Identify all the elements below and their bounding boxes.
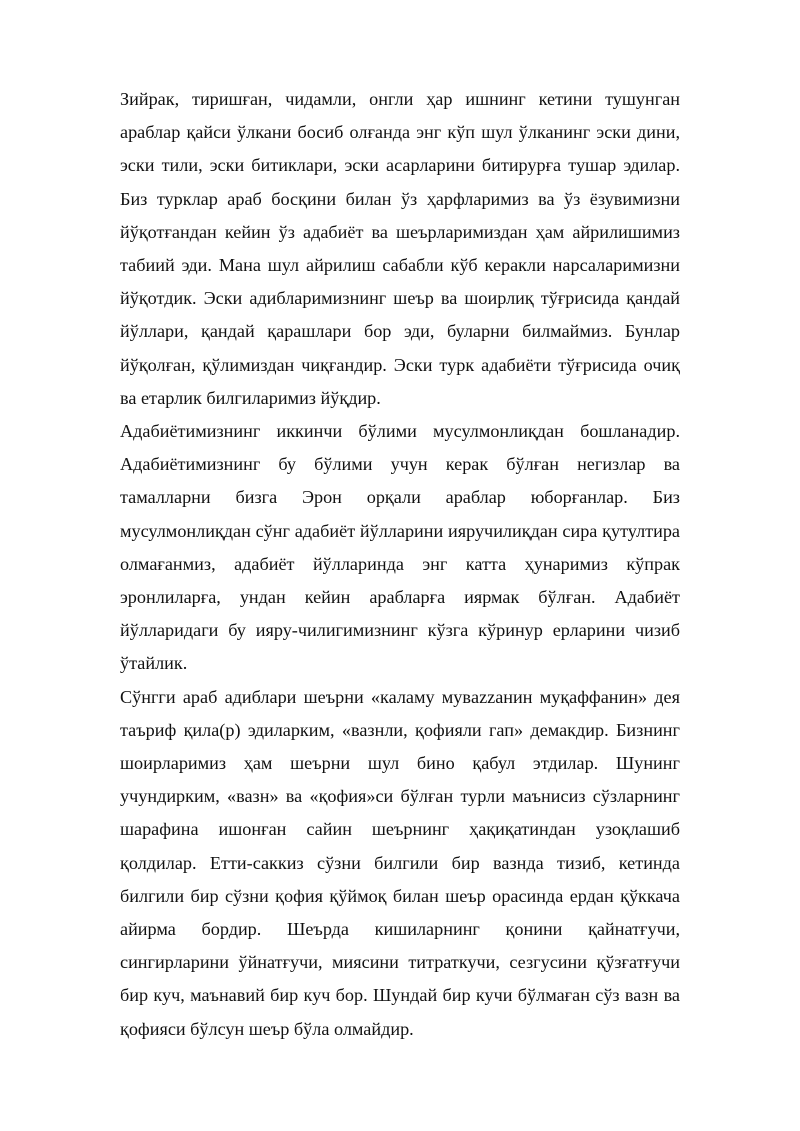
document-page: [120, 83, 680, 1046]
paragraph-3: Сўнгги араб адиблари шеърни «каламу мувazzанин муқаффанин» дея таъриф қила(р) эдиларким, «вазнли, қофияли гап» демакдир. Бизнинг шоирларимиз ҳам шеърни шул бино қабул этдилар. Шунинг учундирким, «вазн» ва «қофия»си бўлған турли маънисиз сўзларнинг шарафина ишонған сайин шеърнинг ҳақиқатиндан узоқлашиб қолдилар. Етти-саккиз сўзни билгили бир вазнда тизиб, кетинда билгили бир сўзни қофия қўймоқ билан шеър орасинда ердан қўккача айирма бордир. Шеърда кишиларнинг қонини қайнатғучи, сингирларини ўйнатғучи, миясини титраткучи, сезгусини қўзғатғучи бир куч, маънавий бир куч бор. Шундай бир кучи бўлмаған сўз вазн ва қофияси бўлсун шеър бўла олмайдир.: [120, 686, 680, 1039]
paragraph-2: Адабиётимизнинг иккинчи бўлими мусулмонлиқдан бошланадир. Адабиётимизнинг бу бўлими учун керак бўлған негизлар ва тамалларни бизга Эрон орқали араблар юборғанлар. Биз мусулмонлиқдан сўнг адабиёт йўлларини ияручилиқдан сира қутултира олмағанмиз, адабиёт йўлларинда энг катта ҳунаримиз кўпрак эронлиларға, ундан кейин арабларға иярмак бўлған. Адабиёт йўлларидаги бу ияру-чилигимизнинг кўзга кўринур ерларини чизиб ўтайлик.: [120, 421, 680, 674]
paragraph-1: Зийрак, тиришған, чидамли, онгли ҳар ишнинг кетини тушунган араблар қайси ўлкани босиб олғанда энг кўп шул ўлканинг эски дини, эски тили, эски битиклари, эски асарларини битирурға тушар эдилар. Биз турклар араб босқини билан ўз ҳарфларимиз ва ўз ёзувимизни йўқотғандан кейин ўз адабиёт ва шеърларимиздан ҳам айрилишимиз табиий эди. Мана шул айрилиш сабабли кўб керакли нарсаларимизни йўқотдик. Эски адибларимизнинг шеър ва шоирлиқ тўғрисида қандай йўллари, қандай қарашлари бор эди, буларни билмаймиз. Бунлар йўқолған, қўлимиздан чиқғандир. Эски турк адабиёти тўғрисида очиқ ва етарлик билгиларимиз йўқдир.: [120, 89, 680, 408]
